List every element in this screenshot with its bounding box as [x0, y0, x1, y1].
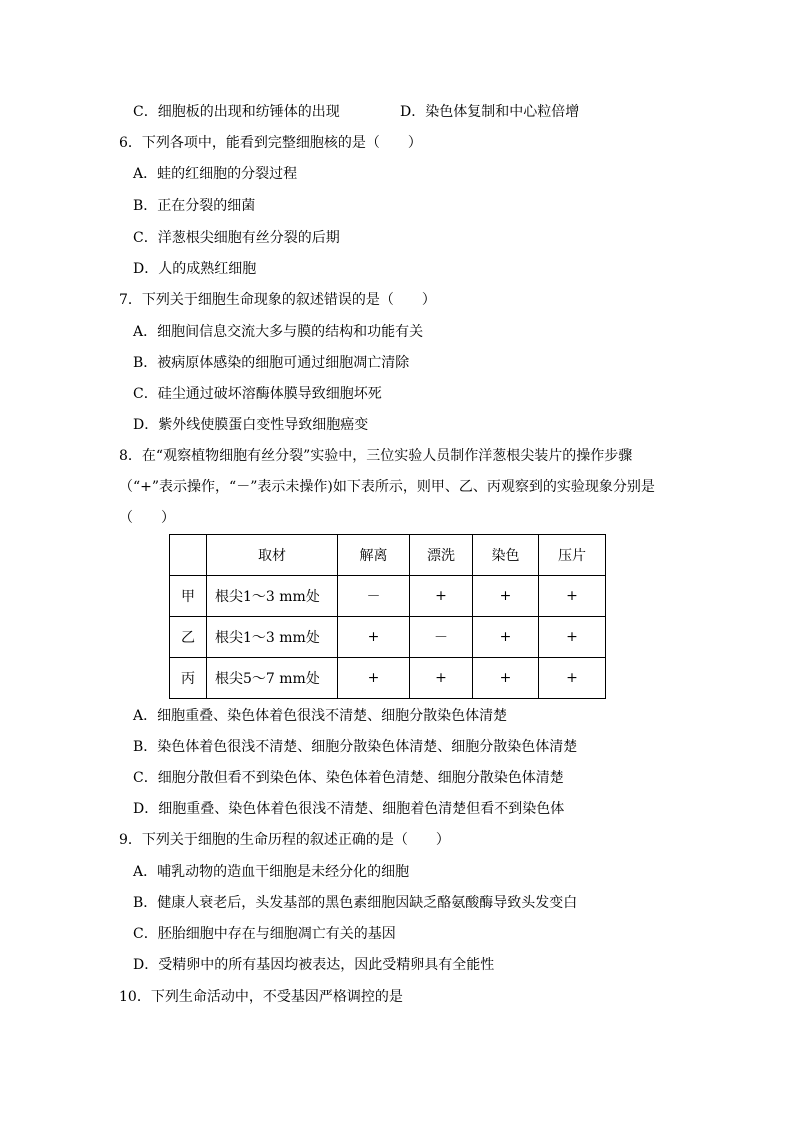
q8-option-d: D．细胞重叠、染色体着色很浅不清楚、细胞着色清楚但看不到染色体: [133, 801, 565, 817]
table-cell: 甲: [170, 576, 207, 617]
table-header-cell: [170, 535, 207, 576]
table-cell: 根尖5～7 mm处: [207, 658, 338, 699]
table-cell: 乙: [170, 617, 207, 658]
q7-stem: 7．下列关于细胞生命现象的叙述错误的是（ ）: [119, 292, 436, 308]
table-header-cell: 解离: [338, 535, 410, 576]
q9-stem: 9．下列关于细胞的生命历程的叙述正确的是（ ）: [119, 832, 450, 848]
q6-stem: 6．下列各项中，能看到完整细胞核的是（ ）: [119, 135, 422, 151]
table-header-cell: 染色: [473, 535, 539, 576]
table-cell: 根尖1～3 mm处: [207, 617, 338, 658]
q6-option-c: C．洋葱根尖细胞有丝分裂的后期: [133, 230, 340, 246]
table-row: [170, 658, 606, 699]
q8-option-b: B．染色体着色很浅不清楚、细胞分散染色体清楚、细胞分散染色体清楚: [133, 739, 578, 755]
table-cell: －: [338, 576, 410, 617]
table-cell: +: [410, 658, 473, 699]
table-cell: 根尖1～3 mm处: [207, 576, 338, 617]
q9-option-c: C．胚胎细胞中存在与细胞凋亡有关的基因: [133, 926, 396, 942]
q5-option-c: C．细胞板的出现和纺锤体的出现: [133, 104, 340, 120]
table-cell: +: [473, 658, 539, 699]
table-row: [170, 576, 606, 617]
q8-stem-line3: （ ）: [119, 510, 175, 526]
table-cell: +: [473, 617, 539, 658]
table-cell: +: [473, 576, 539, 617]
q9-option-b: B．健康人衰老后，头发基部的黑色素细胞因缺乏酪氨酸酶导致头发变白: [133, 895, 578, 911]
table-cell: +: [410, 576, 473, 617]
table-row: [170, 617, 606, 658]
procedure-table: [169, 534, 606, 699]
q6-option-d: D．人的成熟红细胞: [133, 261, 257, 277]
q6-option-b: B．正在分裂的细菌: [133, 198, 256, 214]
table-header-cell: 取材: [207, 535, 338, 576]
q10-stem: 10．下列生命活动中，不受基因严格调控的是: [119, 989, 403, 1005]
table-header-cell: 漂洗: [410, 535, 473, 576]
q7-option-c: C．硅尘通过破坏溶酶体膜导致细胞坏死: [133, 386, 382, 402]
q7-option-a: A．细胞间信息交流大多与膜的结构和功能有关: [133, 324, 424, 340]
table-cell: +: [338, 617, 410, 658]
table-header-cell: 压片: [539, 535, 606, 576]
table-cell: +: [338, 658, 410, 699]
table-header-row: [170, 535, 606, 576]
q7-option-d: D．紫外线使膜蛋白变性导致细胞癌变: [133, 417, 369, 433]
q9-option-a: A．哺乳动物的造血干细胞是未经分化的细胞: [133, 864, 410, 880]
table-cell: －: [410, 617, 473, 658]
table-cell: +: [539, 576, 606, 617]
q8-option-a: A．细胞重叠、染色体着色很浅不清楚、细胞分散染色体清楚: [133, 708, 508, 724]
table-cell: +: [539, 617, 606, 658]
q8-option-c: C．细胞分散但看不到染色体、染色体着色清楚、细胞分散染色体清楚: [133, 770, 564, 786]
q9-option-d: D．受精卵中的所有基因均被表达，因此受精卵具有全能性: [133, 957, 495, 973]
q6-option-a: A．蛙的红细胞的分裂过程: [133, 166, 298, 182]
q5-option-d: D．染色体复制和中心粒倍增: [400, 104, 580, 120]
q8-stem-line2: （“+”表示操作，“－”表示未操作)如下表所示，则甲、乙、丙观察到的实验现象分别是: [119, 479, 655, 495]
q8-stem-line1: 8．在“观察植物细胞有丝分裂”实验中，三位实验人员制作洋葱根尖装片的操作步骤: [119, 448, 633, 464]
q7-option-b: B．被病原体感染的细胞可通过细胞凋亡清除: [133, 355, 410, 371]
table-cell: +: [539, 658, 606, 699]
table-cell: 丙: [170, 658, 207, 699]
